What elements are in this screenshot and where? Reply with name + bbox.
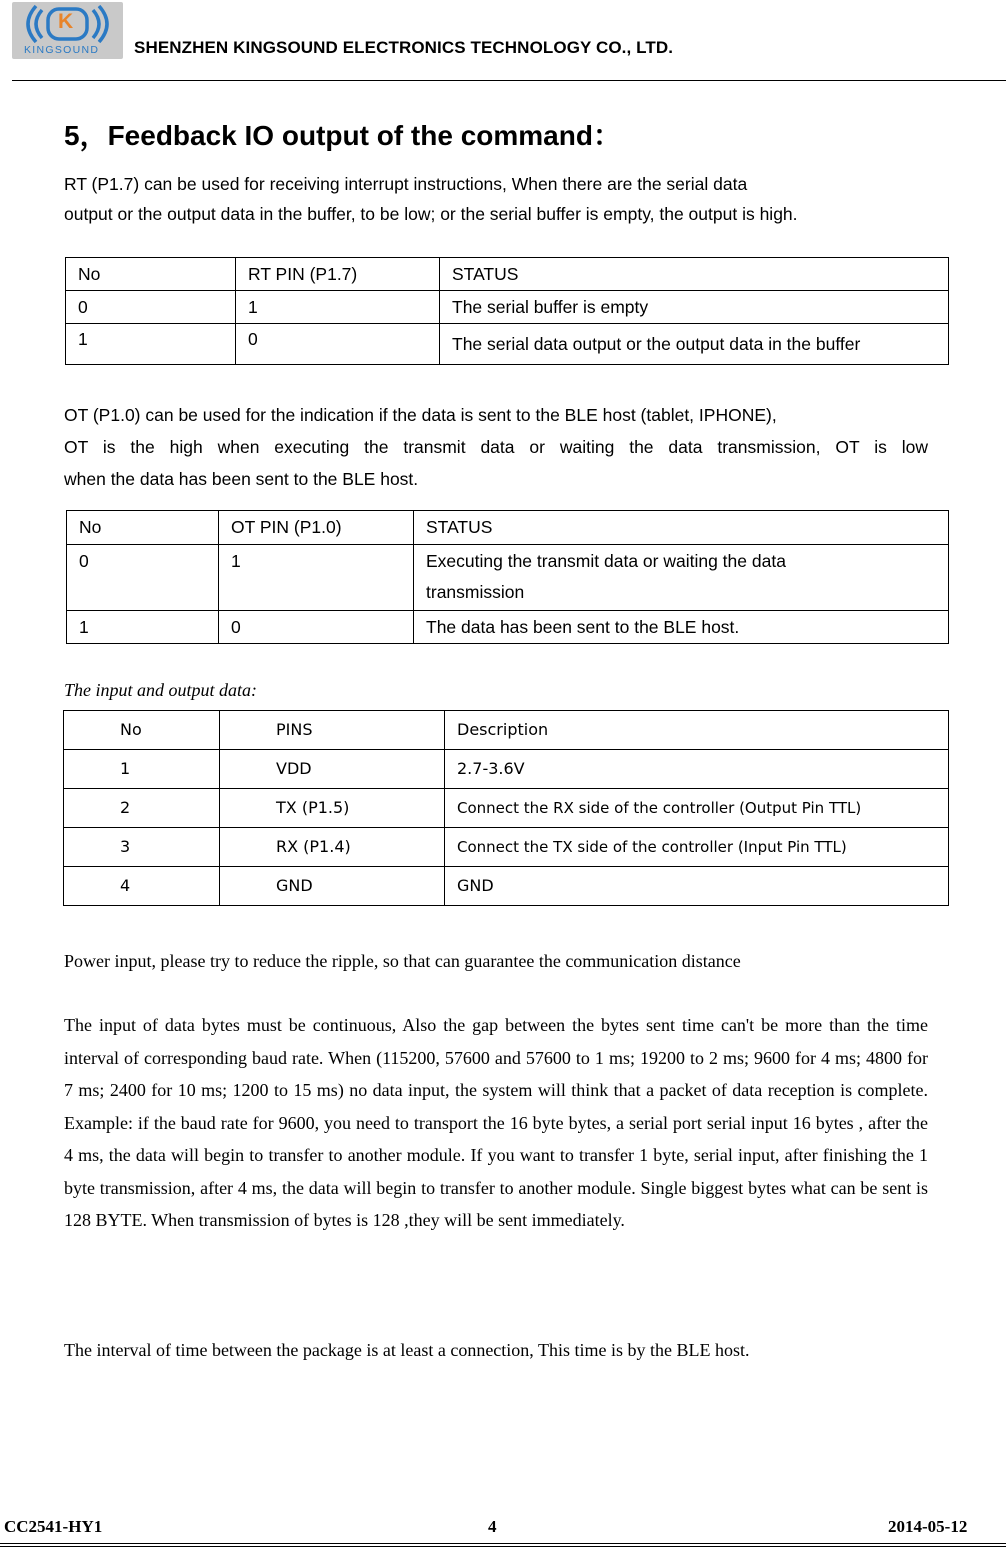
interval-note: The interval of time between the package is at least a connection, This time is by the BLE host. (64, 1340, 750, 1360)
table-cell: The serial buffer is empty (440, 291, 949, 324)
table-header-row (67, 511, 949, 545)
table-row (67, 611, 949, 644)
table-row (64, 867, 949, 906)
rt-paragraph-line1: RT (P1.7) can be used for receiving interrupt instructions, When there are the serial data (64, 174, 748, 194)
table-row (67, 545, 949, 611)
table-cell: The data has been sent to the BLE host. (414, 611, 949, 644)
table-cell: RX (P1.4) (220, 828, 445, 867)
table-header-cell: No (66, 258, 236, 291)
table-header-cell: STATUS (440, 258, 949, 291)
table-cell: 2.7-3.6V (445, 750, 949, 789)
table-cell: 2 (64, 789, 220, 828)
ot-paragraph-line2: OT is the high when executing the transmit data or waiting the data transmission, OT is low (64, 437, 928, 457)
table-row (66, 291, 949, 324)
table-cell: 0 (236, 324, 440, 365)
table-cell: 1 (66, 324, 236, 365)
power-note: Power input, please try to reduce the ripple, so that can guarantee the communication distance (64, 951, 741, 971)
footer-page-number: 4 (488, 1517, 497, 1536)
ot-pin-table (66, 510, 949, 644)
table-cell: 0 (66, 291, 236, 324)
rt-paragraph-line2: output or the output data in the buffer, to be low; or the serial buffer is empty, the output is high. (64, 204, 798, 224)
company-logo (12, 2, 123, 59)
table-row (66, 324, 949, 365)
io-pin-table (63, 710, 949, 906)
table-header-row (64, 711, 949, 750)
table-header-cell: STATUS (414, 511, 949, 545)
ot-paragraph-line1: OT (P1.0) can be used for the indication if the data is sent to the BLE host (tablet, IPHONE), (64, 405, 777, 425)
header-divider (12, 80, 1006, 81)
table-header-cell: No (64, 711, 220, 750)
table-cell: 1 (236, 291, 440, 324)
table-cell: 1 (219, 545, 414, 611)
footer-divider (0, 1543, 1006, 1544)
footer-date: 2014-05-12 (888, 1517, 968, 1536)
logo-mark: K (58, 10, 74, 33)
table-cell: Executing the transmit data or waiting the data transmission (414, 545, 949, 611)
table-cell: GND (220, 867, 445, 906)
table-row (64, 750, 949, 789)
company-name: SHENZHEN KINGSOUND ELECTRONICS TECHNOLOGY CO., LTD. (134, 38, 674, 57)
table-header-cell: Description (445, 711, 949, 750)
table-cell: Connect the RX side of the controller (Output Pin TTL) (445, 789, 949, 828)
table-header-cell: OT PIN (P1.0) (219, 511, 414, 545)
table-cell: TX (P1.5) (220, 789, 445, 828)
table-cell: 1 (67, 611, 219, 644)
table-cell: GND (445, 867, 949, 906)
footer-model: CC2541-HY1 (4, 1517, 103, 1536)
footer-divider (0, 1546, 1006, 1547)
table-header-cell: No (67, 511, 219, 545)
table-cell: 3 (64, 828, 220, 867)
rt-pin-table (65, 257, 949, 365)
table-cell: 1 (64, 750, 220, 789)
section-heading: 5，Feedback IO output of the command： (64, 120, 621, 151)
table-cell: Connect the TX side of the controller (Input Pin TTL) (445, 828, 949, 867)
table-cell: 0 (219, 611, 414, 644)
table-header-cell: RT PIN (P1.7) (236, 258, 440, 291)
ot-paragraph-line3: when the data has been sent to the BLE host. (64, 469, 419, 489)
table-row (64, 789, 949, 828)
table-header-row (66, 258, 949, 291)
logo-text: KINGSOUND (24, 44, 100, 56)
table-cell: 0 (67, 545, 219, 611)
bytes-paragraph: The input of data bytes must be continuous, Also the gap between the bytes sent time can't be more than the time interval of corresponding baud rate. When (115200, 57600 and 57600 to 1 ms; 19200 to 2 ms; 9600 for 4 ms; 4800 for 7 ms; 2400 for 10 ms; 1200 to 15 ms) no data input, the system will think that a packet of data reception is complete. Example: if the baud rate for 9600, you need to transport the 16 byte bytes, a serial port serial input 16 bytes , after the 4 ms, the data will begin to transfer to another module. If you want to transfer 1 byte, serial input, after finishing the 1 byte transmission, after 4 ms, the data will begin to transfer to another module. Single biggest bytes what can be sent is 128 BYTE. When transmission of bytes is 128 ,they will be sent immediately. (64, 1015, 928, 1230)
table-header-cell: PINS (220, 711, 445, 750)
table-cell: The serial data output or the output data in the buffer (440, 324, 949, 365)
table-row (64, 828, 949, 867)
io-caption: The input and output data: (64, 680, 257, 700)
table-cell: VDD (220, 750, 445, 789)
table-cell: 4 (64, 867, 220, 906)
